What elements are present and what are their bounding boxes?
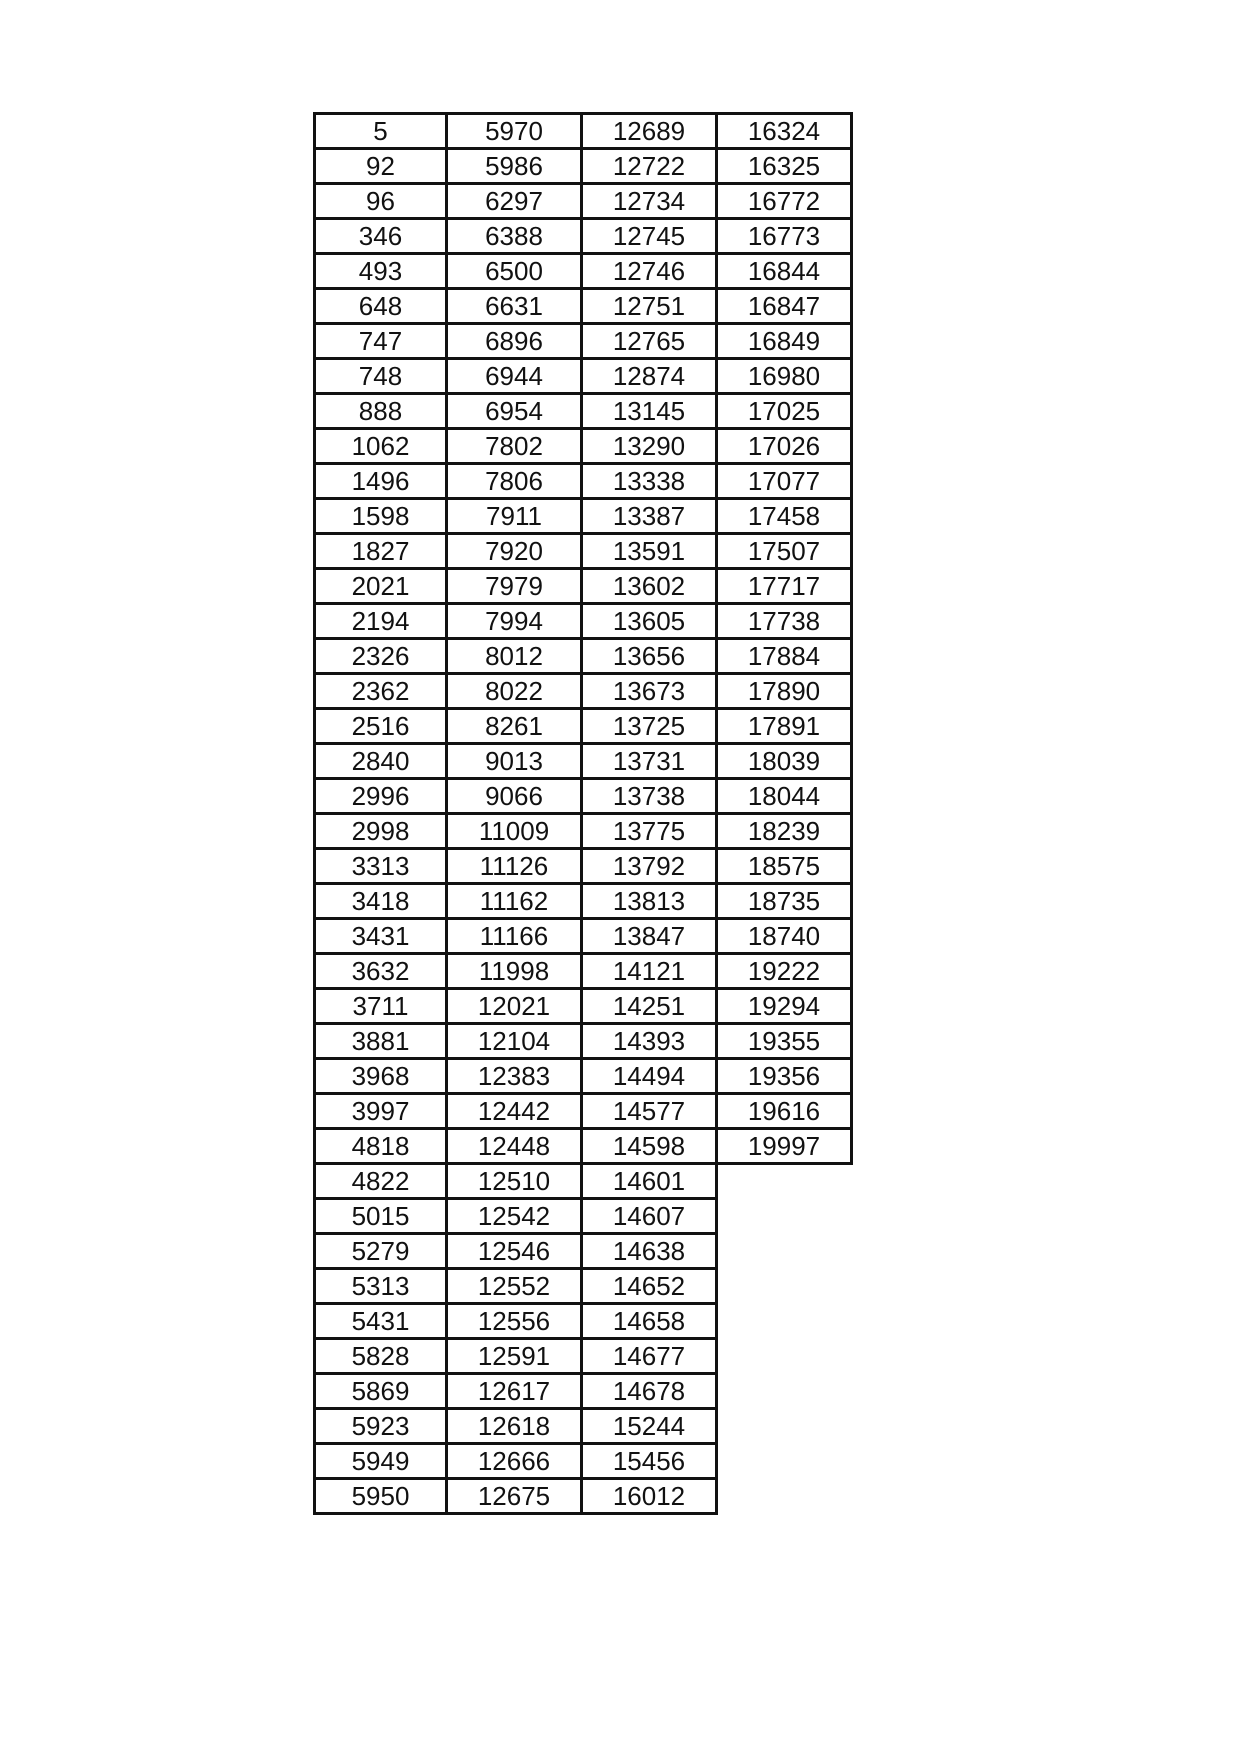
table-cell: 7920: [445, 532, 583, 570]
table-cell: 13602: [580, 567, 718, 605]
table-cell: 2516: [313, 707, 448, 745]
table-cell: 6896: [445, 322, 583, 360]
table-cell: 4822: [313, 1162, 448, 1200]
table-cell: 3997: [313, 1092, 448, 1130]
table-cell: 19355: [715, 1022, 853, 1060]
table-cell: 11009: [445, 812, 583, 850]
table-cell: 19616: [715, 1092, 853, 1130]
table-cell: 16847: [715, 287, 853, 325]
table-cell: 16844: [715, 252, 853, 290]
table-cell: 18039: [715, 742, 853, 780]
table-cell: 4818: [313, 1127, 448, 1165]
table-cell: 12021: [445, 987, 583, 1025]
table-cell: 12618: [445, 1407, 583, 1445]
table-cell: 16849: [715, 322, 853, 360]
table-cell: 2021: [313, 567, 448, 605]
table-cell: 19356: [715, 1057, 853, 1095]
table-cell: 5986: [445, 147, 583, 185]
table-cell: 13591: [580, 532, 718, 570]
table-cell: 6388: [445, 217, 583, 255]
table-cell: 3711: [313, 987, 448, 1025]
table-cell: 8022: [445, 672, 583, 710]
table-cell: 14677: [580, 1337, 718, 1375]
table-cell: 17884: [715, 637, 853, 675]
table-cell: 12383: [445, 1057, 583, 1095]
table-cell: 13813: [580, 882, 718, 920]
table-cell: 12722: [580, 147, 718, 185]
table-cell: 5869: [313, 1372, 448, 1410]
table-cell: 14577: [580, 1092, 718, 1130]
table-cell: 5: [313, 112, 448, 150]
table-cell: 5828: [313, 1337, 448, 1375]
table-cell: 14652: [580, 1267, 718, 1305]
table-cell: 16325: [715, 147, 853, 185]
table-cell: 18575: [715, 847, 853, 885]
table-cell: 12556: [445, 1302, 583, 1340]
table-cell: 13731: [580, 742, 718, 780]
table-cell: 12591: [445, 1337, 583, 1375]
table-cell: 12552: [445, 1267, 583, 1305]
table-cell: 9066: [445, 777, 583, 815]
table-cell: 648: [313, 287, 448, 325]
table-cell: 1496: [313, 462, 448, 500]
table-cell: 14598: [580, 1127, 718, 1165]
table-cell: 14121: [580, 952, 718, 990]
table-cell: 18239: [715, 812, 853, 850]
table-cell: 17717: [715, 567, 853, 605]
table-cell: 92: [313, 147, 448, 185]
table-cell: 14601: [580, 1162, 718, 1200]
table-column-3: [583, 112, 718, 1515]
table-column-4: [718, 112, 853, 1165]
table-cell: 2326: [313, 637, 448, 675]
table-cell: 12510: [445, 1162, 583, 1200]
table-cell: 6944: [445, 357, 583, 395]
table-cell: 12448: [445, 1127, 583, 1165]
table-cell: 3418: [313, 882, 448, 920]
table-cell: 3881: [313, 1022, 448, 1060]
table-cell: 747: [313, 322, 448, 360]
table-cell: 16012: [580, 1477, 718, 1515]
table-cell: 7979: [445, 567, 583, 605]
table-cell: 12765: [580, 322, 718, 360]
table-cell: 6631: [445, 287, 583, 325]
table-cell: 13605: [580, 602, 718, 640]
table-cell: 3313: [313, 847, 448, 885]
table-cell: 6954: [445, 392, 583, 430]
table-cell: 14494: [580, 1057, 718, 1095]
table-cell: 3431: [313, 917, 448, 955]
table-cell: 18044: [715, 777, 853, 815]
table-cell: 19997: [715, 1127, 853, 1165]
table-cell: 11162: [445, 882, 583, 920]
table-cell: 13656: [580, 637, 718, 675]
table-cell: 17077: [715, 462, 853, 500]
table-cell: 8261: [445, 707, 583, 745]
table-cell: 1062: [313, 427, 448, 465]
table-cell: 5970: [445, 112, 583, 150]
table-cell: 1598: [313, 497, 448, 535]
table-cell: 19294: [715, 987, 853, 1025]
table-cell: 5949: [313, 1442, 448, 1480]
table-cell: 2194: [313, 602, 448, 640]
table-cell: 12746: [580, 252, 718, 290]
table-cell: 96: [313, 182, 448, 220]
table-cell: 12734: [580, 182, 718, 220]
table-cell: 12675: [445, 1477, 583, 1515]
table-cell: 5313: [313, 1267, 448, 1305]
table-cell: 1827: [313, 532, 448, 570]
table-cell: 18735: [715, 882, 853, 920]
table-cell: 493: [313, 252, 448, 290]
table-cell: 5431: [313, 1302, 448, 1340]
table-cell: 11998: [445, 952, 583, 990]
table-cell: 6500: [445, 252, 583, 290]
table-cell: 346: [313, 217, 448, 255]
table-cell: 748: [313, 357, 448, 395]
table-cell: 12689: [580, 112, 718, 150]
table-cell: 5923: [313, 1407, 448, 1445]
table-cell: 15456: [580, 1442, 718, 1480]
table-cell: 17891: [715, 707, 853, 745]
table-cell: 7802: [445, 427, 583, 465]
table-cell: 12542: [445, 1197, 583, 1235]
table-cell: 14607: [580, 1197, 718, 1235]
table-cell: 12617: [445, 1372, 583, 1410]
table-cell: 17507: [715, 532, 853, 570]
table-cell: 12874: [580, 357, 718, 395]
table-cell: 5279: [313, 1232, 448, 1270]
table-cell: 16772: [715, 182, 853, 220]
table-cell: 13847: [580, 917, 718, 955]
table-cell: 11126: [445, 847, 583, 885]
table-cell: 13145: [580, 392, 718, 430]
table-cell: 7911: [445, 497, 583, 535]
table-cell: 17738: [715, 602, 853, 640]
table-cell: 19222: [715, 952, 853, 990]
table-cell: 12751: [580, 287, 718, 325]
table-cell: 13738: [580, 777, 718, 815]
table-cell: 16324: [715, 112, 853, 150]
table-cell: 3632: [313, 952, 448, 990]
table-cell: 12546: [445, 1232, 583, 1270]
table-cell: 3968: [313, 1057, 448, 1095]
table-cell: 13673: [580, 672, 718, 710]
table-cell: 14251: [580, 987, 718, 1025]
table-cell: 17025: [715, 392, 853, 430]
table-cell: 12666: [445, 1442, 583, 1480]
table-cell: 11166: [445, 917, 583, 955]
table-cell: 888: [313, 392, 448, 430]
table-cell: 13290: [580, 427, 718, 465]
table-cell: 13792: [580, 847, 718, 885]
table-cell: 8012: [445, 637, 583, 675]
table-cell: 9013: [445, 742, 583, 780]
table-cell: 2840: [313, 742, 448, 780]
table-cell: 5950: [313, 1477, 448, 1515]
table-cell: 16773: [715, 217, 853, 255]
table-cell: 14678: [580, 1372, 718, 1410]
table-cell: 14638: [580, 1232, 718, 1270]
table-cell: 12745: [580, 217, 718, 255]
table-cell: 12442: [445, 1092, 583, 1130]
table-cell: 2362: [313, 672, 448, 710]
table-column-1: [313, 112, 448, 1515]
table-cell: 17458: [715, 497, 853, 535]
table-cell: 13338: [580, 462, 718, 500]
table-column-2: [448, 112, 583, 1515]
table-cell: 14393: [580, 1022, 718, 1060]
table-cell: 13775: [580, 812, 718, 850]
table-cell: 2998: [313, 812, 448, 850]
table-cell: 14658: [580, 1302, 718, 1340]
table-cell: 2996: [313, 777, 448, 815]
table-cell: 7994: [445, 602, 583, 640]
table-cell: 6297: [445, 182, 583, 220]
table-cell: 13387: [580, 497, 718, 535]
table-cell: 16980: [715, 357, 853, 395]
table-cell: 18740: [715, 917, 853, 955]
table-cell: 7806: [445, 462, 583, 500]
table-cell: 15244: [580, 1407, 718, 1445]
table-cell: 13725: [580, 707, 718, 745]
table-cell: 12104: [445, 1022, 583, 1060]
table-cell: 5015: [313, 1197, 448, 1235]
table-cell: 17026: [715, 427, 853, 465]
table-cell: 17890: [715, 672, 853, 710]
